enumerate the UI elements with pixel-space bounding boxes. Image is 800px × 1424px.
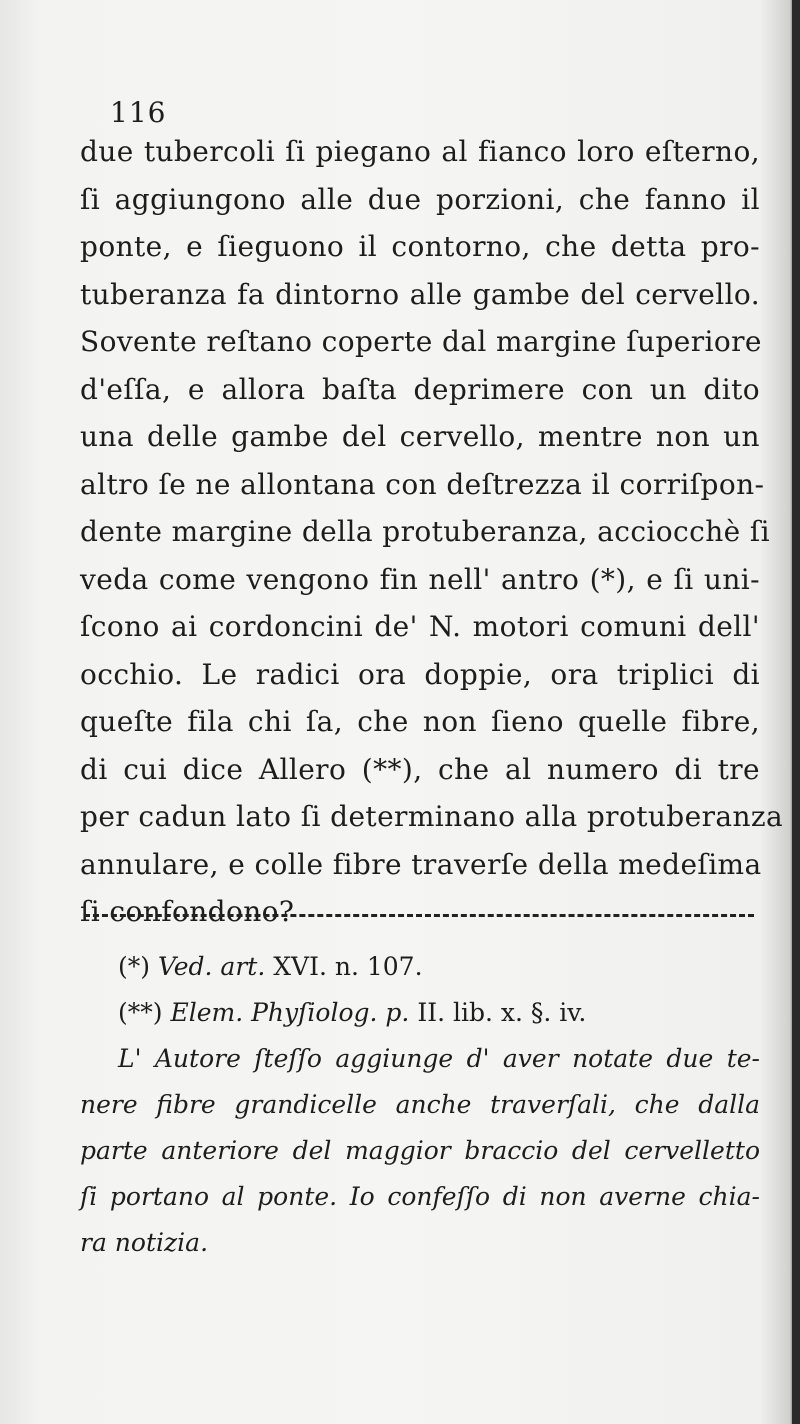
page-number: 116 <box>110 96 167 129</box>
footnote-separator-rule <box>84 914 754 917</box>
body-line: Sovente reſtano coperte dal margine ſuperiore <box>80 325 762 358</box>
body-line: queſte fila chi ſa, che non ſieno quelle fibre, <box>80 705 760 738</box>
footnote-2 <box>80 990 760 1036</box>
body-line: una delle gambe del cervello, mentre non un <box>80 420 760 453</box>
body-line: ponte, e ſieguono il contorno, che detta pro- <box>80 230 760 263</box>
body-line: d'eſſa, e allora baſta deprimere con un dito <box>80 372 760 406</box>
footnote-commentary-line: ra notizia. <box>80 1228 209 1257</box>
footnote-reference-number: II. lib. x. §. iv. <box>417 998 587 1027</box>
footnote-reference-number: XVI. n. 107. <box>273 952 423 981</box>
footnote-1 <box>80 944 760 990</box>
body-line: ſcono ai cordoncini de' N. motori comuni dell' <box>80 610 760 643</box>
body-line: occhio. Le radici ora doppie, ora triplici di <box>80 657 760 691</box>
body-line: ſi aggiungono alle due porzioni, che fanno il <box>80 182 760 216</box>
footnote-marker: (*) <box>118 952 151 981</box>
footnote-commentary-line: L' Autore ſteſſo aggiunge d' aver notate due te- <box>118 1044 760 1073</box>
footnote-commentary-line: nere fibre grandicelle anche traverſali, che dalla <box>80 1090 760 1119</box>
body-line: ſi confondono? <box>80 895 295 928</box>
page-edge-shadow <box>792 0 800 1424</box>
body-text <box>80 128 784 936</box>
body-line: di cui dice Allero (**), che al numero di tre <box>80 752 760 786</box>
body-line: altro ſe ne allontana con deſtrezza il corriſpon- <box>80 467 765 501</box>
body-line: tuberanza fa dintorno alle gambe del cervello. <box>80 277 760 311</box>
body-line: due tubercoli ſi piegano al fianco loro eſterno, <box>80 135 760 168</box>
footnote-commentary-line: parte anteriore del maggior braccio del cervelletto <box>80 1136 760 1165</box>
footnote-reference: Ved. art. <box>157 952 266 981</box>
body-line: annulare, e colle fibre traverſe della medeſima <box>80 847 762 881</box>
body-line: dente margine della protuberanza, acciocchè ſi <box>80 515 771 548</box>
footnote-commentary-line: ſi portano al ponte. Io confeſſo di non averne chia- <box>80 1182 760 1211</box>
footnotes <box>80 944 760 1266</box>
footnote-reference: Elem. Phyſiolog. p. <box>170 998 410 1027</box>
body-line: veda come vengono fin nell' antro (*), e ſi uni- <box>80 562 760 596</box>
footnote-marker: (**) <box>118 998 163 1027</box>
body-line: per cadun lato ſi determinano alla protuberanza <box>80 800 784 833</box>
